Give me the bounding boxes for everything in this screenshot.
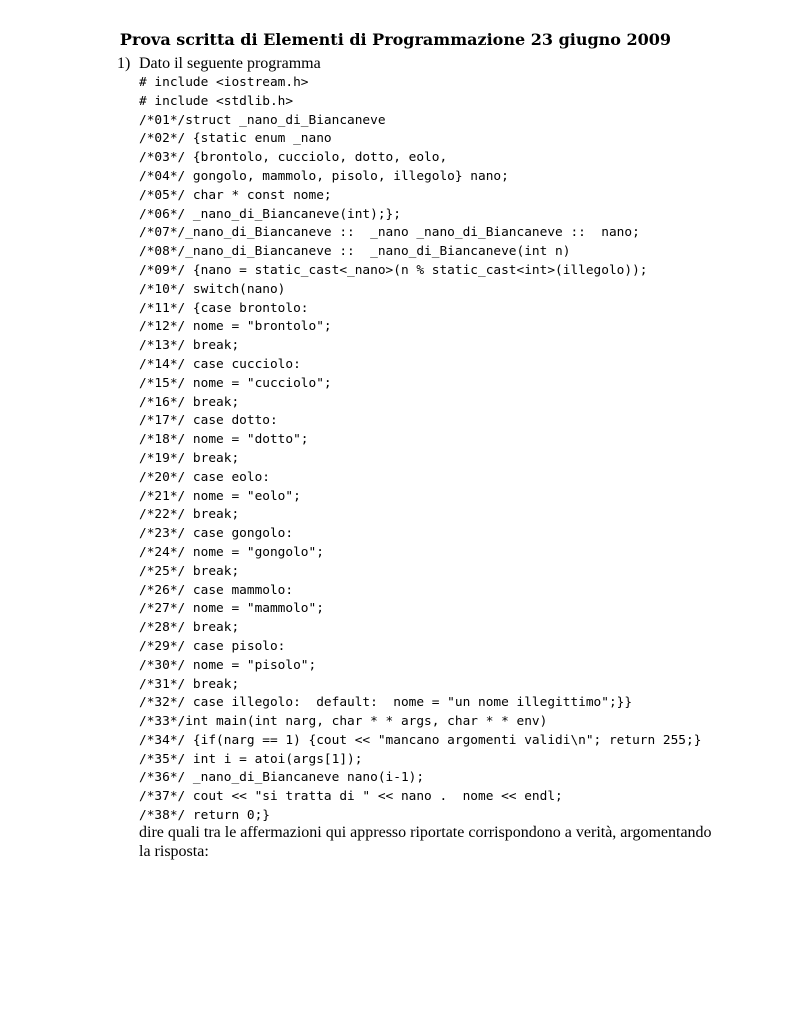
code-line: /*30*/ nome = "pisolo"; — [139, 657, 317, 673]
code-line: /*29*/ case pisolo: — [139, 638, 286, 654]
code-line: /*03*/ {brontolo, cucciolo, dotto, eolo, — [139, 150, 448, 166]
instructions-line: la risposta: — [139, 843, 209, 860]
code-line: /*21*/ nome = "eolo"; — [139, 488, 301, 504]
code-listing — [139, 74, 701, 826]
code-line: # include <iostream.h> — [139, 75, 309, 90]
code-line: /*15*/ nome = "cucciolo"; — [139, 375, 332, 391]
code-line: /*06*/ _nano_di_Biancaneve(int);}; — [139, 206, 401, 222]
code-line: /*20*/ case eolo: — [139, 469, 270, 485]
code-line: /*36*/ _nano_di_Biancaneve nano(i-1); — [139, 770, 425, 786]
code-line: # include <stdlib.h> — [139, 93, 294, 109]
code-line: /*26*/ case mammolo: — [139, 582, 294, 598]
code-line: /*32*/ case illegolo: default: nome = "un nome illegittimo";}} — [139, 695, 633, 711]
code-line: /*02*/ {static enum _nano — [139, 131, 332, 147]
code-line: /*31*/ break; — [139, 676, 240, 692]
code-line: /*12*/ nome = "brontolo"; — [139, 319, 332, 335]
code-line: /*11*/ {case brontolo: — [139, 300, 309, 316]
code-line: /*05*/ char * const nome; — [139, 187, 332, 203]
code-line: /*19*/ break; — [139, 450, 240, 466]
code-line: /*33*/int main(int narg, char * * args, char * * env) — [139, 714, 548, 730]
code-line: /*22*/ break; — [139, 507, 240, 523]
code-line: /*09*/ {nano = static_cast<_nano>(n % static_cast<int>(illegolo)); — [139, 262, 648, 278]
question-number: 1) — [117, 55, 131, 72]
code-line: /*08*/_nano_di_Biancaneve :: _nano_di_Biancaneve(int n) — [139, 244, 571, 260]
code-line: /*16*/ break; — [139, 394, 240, 410]
code-line: /*10*/ switch(nano) — [139, 281, 286, 297]
code-line: /*38*/ return 0;} — [139, 808, 270, 824]
page-title: Prova scritta di Elementi di Programmazione 23 giugno 2009 — [119, 30, 672, 49]
code-line: /*28*/ break; — [139, 620, 240, 636]
code-line: /*18*/ nome = "dotto"; — [139, 432, 309, 448]
code-line: /*13*/ break; — [139, 338, 240, 354]
code-line: /*27*/ nome = "mammolo"; — [139, 601, 324, 617]
code-line: /*35*/ int i = atoi(args[1]); — [139, 751, 363, 767]
code-line: /*24*/ nome = "gongolo"; — [139, 544, 324, 560]
question-intro: Dato il seguente programma — [139, 55, 321, 72]
code-line: /*07*/_nano_di_Biancaneve :: _nano _nano_di_Biancaneve :: nano; — [139, 225, 640, 241]
code-line: /*34*/ {if(narg == 1) {cout << "mancano argomenti validi\n"; return 255;} — [139, 732, 702, 748]
code-line: /*37*/ cout << "si tratta di " << nano . nome << endl; — [139, 789, 563, 805]
question-instructions — [139, 823, 739, 861]
code-line: /*25*/ break; — [139, 563, 240, 579]
code-line: /*17*/ case dotto: — [139, 413, 278, 429]
code-line: /*01*/struct _nano_di_Biancaneve — [139, 112, 386, 128]
code-line: /*23*/ case gongolo: — [139, 526, 294, 542]
instructions-line: dire quali tra le affermazioni qui appresso riportate corrispondono a verità, argomentando — [139, 824, 712, 841]
code-line: /*14*/ case cucciolo: — [139, 356, 301, 372]
code-line: /*04*/ gongolo, mammolo, pisolo, illegolo} nano; — [139, 168, 509, 184]
